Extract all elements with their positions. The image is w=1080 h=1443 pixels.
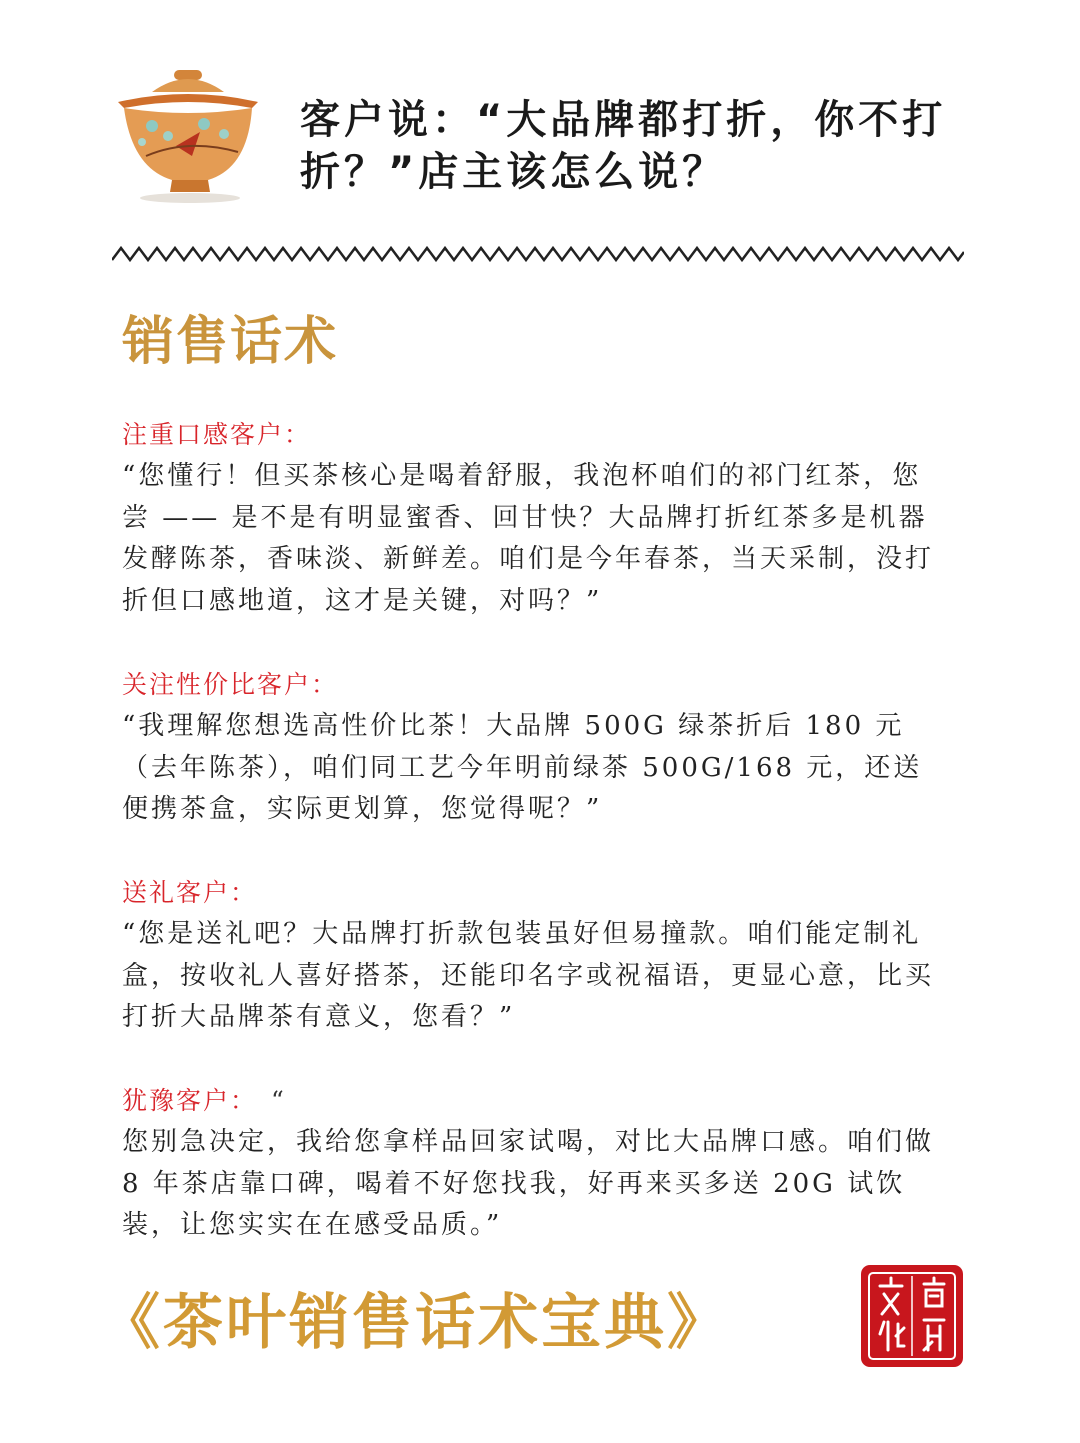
script-label: 送礼客户： bbox=[122, 878, 258, 907]
script-block-gift bbox=[122, 876, 937, 1039]
script-text: “您懂行！但买茶核心是喝着舒服，我泡杯咱们的祁门红茶，您尝 —— 是不是有明显蜜香、回甘快？大品牌打折红茶多是机器发酵陈茶，香味淡、新鲜差。咱们是今年春茶，当天采制，没打折但口感地道，这才是关键，对吗？” bbox=[122, 461, 935, 616]
script-text: “我理解您想选高性价比茶！大品牌 500G 绿茶折后 180 元（去年陈茶），咱们同工艺今年明前绿茶 500G/168 元，还送便携茶盒，实际更划算，您觉得呢？” bbox=[122, 711, 923, 824]
gaiwan-teacup-icon bbox=[112, 64, 264, 206]
script-label: 注重口感客户： bbox=[122, 420, 312, 449]
script-text: “您是送礼吧？大品牌打折款包装虽好但易撞款。咱们能定制礼盒，按收礼人喜好搭茶，还能印名字或祝福语，更显心意，比买打折大品牌茶有意义，您看？” bbox=[122, 919, 935, 1032]
script-block-value bbox=[122, 668, 937, 831]
script-label: 关注性价比客户： bbox=[122, 670, 339, 699]
script-label: 犹豫客户： bbox=[122, 1086, 258, 1115]
quote-mark: “ bbox=[271, 1086, 286, 1115]
zigzag-divider bbox=[112, 242, 964, 264]
script-label-row bbox=[122, 1084, 937, 1118]
section-heading: 销售话术 bbox=[122, 312, 339, 372]
script-block-hesitant bbox=[122, 1084, 937, 1247]
book-title: 《茶叶销售话术宝典》 bbox=[100, 1288, 730, 1358]
script-text: 您别急决定，我给您拿样品回家试喝，对比大品牌口感。咱们做 8 年茶店靠口碑，喝着不好您找我，好再来买多送 20G 试饮装，让您实实在在感受品质。” bbox=[122, 1127, 935, 1240]
script-block-taste bbox=[122, 418, 937, 622]
page-title: 客户说：“大品牌都打折，你不打折？”店主该怎么说？ bbox=[300, 97, 947, 195]
seal-stamp-icon bbox=[858, 1262, 966, 1370]
